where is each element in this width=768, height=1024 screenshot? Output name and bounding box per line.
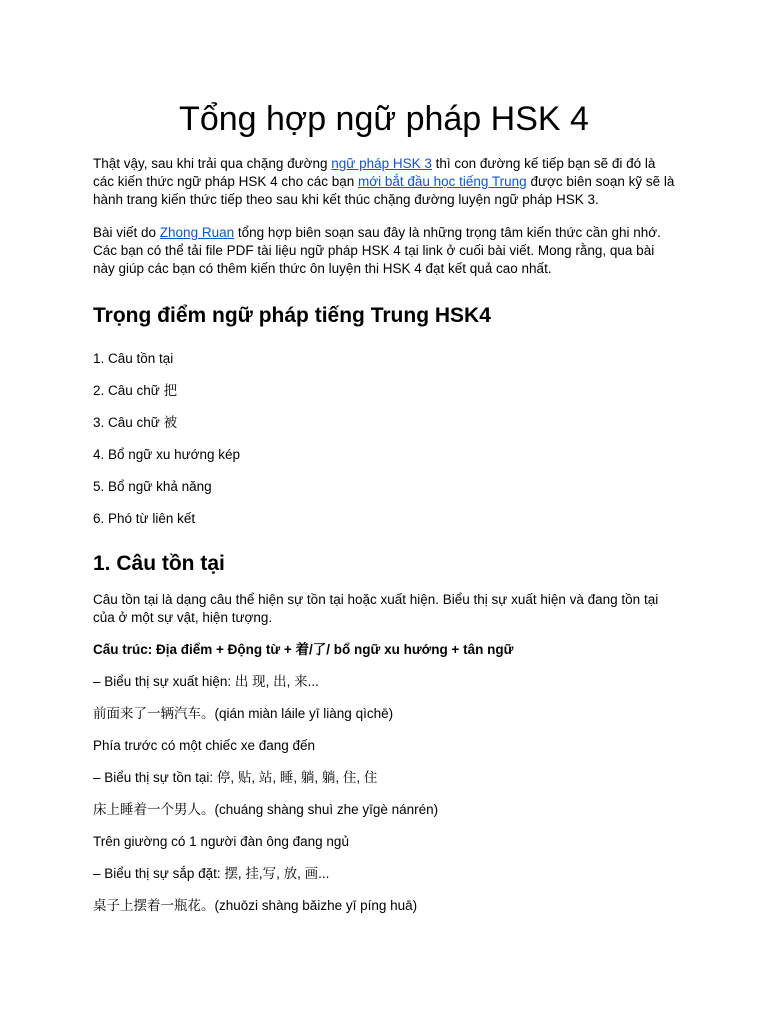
example-sentence: 前面来了一辆汽车。(qián miàn láile yī liàng qìchē) (93, 706, 394, 721)
toc-item: 1. Câu tồn tại (93, 351, 174, 366)
intro-text: được biên soạn kỹ sẽ là hành trang kiến thức tiếp theo sau khi kết thúc chặng đường luyện ngữ pháp HSK 3. (93, 174, 675, 207)
toc-item: 6. Phó từ liên kết (93, 511, 196, 526)
section-heading: Trọng điểm ngữ pháp tiếng Trung HSK4 (93, 304, 491, 327)
hsk3-grammar-link[interactable]: ngữ pháp HSK 3 (331, 156, 432, 171)
intro-text: tổng hợp biên soạn sau đây là những trọng tâm kiến thức cần ghi nhớ. Các bạn có thể tải file PDF tài liệu ngữ pháp HSK 4 tại link ở cuối bài viết. Mong rằng, qua bài này giúp các bạn có thêm kiến thức ôn luyện thi HSK 4 đạt kết quả cao nhất. (93, 225, 661, 276)
example-sentence: 床上睡着一个男人。(chuáng shàng shuì zhe yīgè nánrén) (93, 802, 439, 817)
toc-item: 5. Bổ ngữ khả năng (93, 479, 212, 494)
document-content (93, 155, 675, 929)
intro-paragraph-2 (93, 224, 675, 278)
description-paragraph: Câu tồn tại là dạng câu thể hiện sự tồn tại hoặc xuất hiện. Biểu thị sự xuất hiện và đang tồn tại của ở một sự vật, hiện tượng. (93, 592, 659, 625)
intro-text: Thật vậy, sau khi trải qua chặng đường (93, 156, 332, 171)
example-translation: Phía trước có một chiếc xe đang đến (93, 738, 316, 753)
intro-text: Bài viết do (93, 225, 160, 240)
example-sentence: 桌子上摆着一瓶花。(zhuōzi shàng bǎizhe yī píng huā) (93, 898, 418, 913)
body-line: – Biểu thị sự sắp đặt: 摆, 挂,写, 放, 画... (93, 866, 330, 881)
body-line: – Biểu thị sự tồn tại: 停, 贴, 站, 睡, 躺, 躺, 住, 住 (93, 770, 378, 785)
intro-text: thì con đường kế tiếp bạn sẽ đi đó là các kiến thức ngữ pháp HSK 4 cho các bạn (93, 156, 656, 189)
example-translation: Trên giường có 1 người đàn ông đang ngủ (93, 834, 349, 849)
subsection-heading: 1. Câu tồn tại (93, 552, 225, 575)
page-title: Tổng hợp ngữ pháp HSK 4 (179, 100, 589, 138)
zhong-ruan-link[interactable]: Zhong Ruan (159, 225, 235, 240)
toc-item: 2. Câu chữ 把 (93, 383, 178, 398)
intro-paragraph-1 (93, 155, 675, 209)
toc-item: 3. Câu chữ 被 (93, 415, 178, 430)
structure-formula: Cấu trúc: Địa điểm + Động từ + 着/了/ bổ ngữ xu hướng + tân ngữ (93, 642, 514, 657)
toc-item: 4. Bổ ngữ xu hướng kép (93, 447, 241, 462)
body-line: – Biểu thị sự xuất hiện: 出 现, 出, 来... (93, 674, 319, 689)
beginner-chinese-link[interactable]: mới bắt đầu học tiếng Trung (357, 174, 527, 189)
